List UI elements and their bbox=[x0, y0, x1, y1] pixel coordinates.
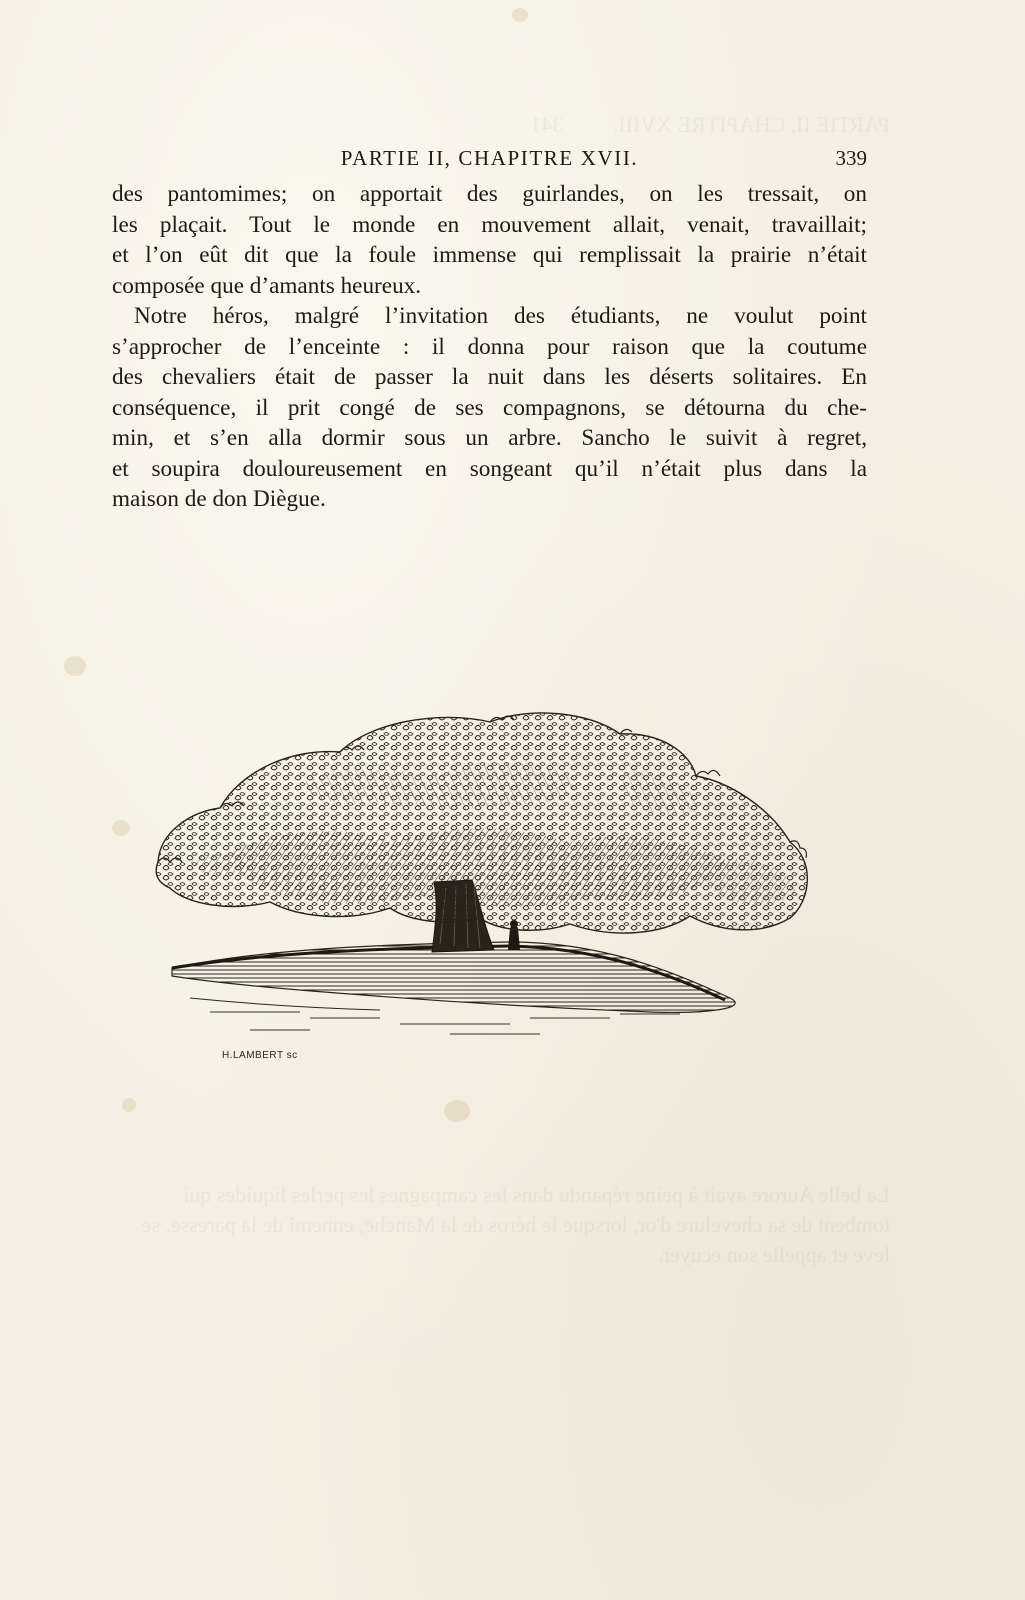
text-line: les plaçait. Tout le monde en mouvement allait, venait, travaillait; bbox=[112, 211, 867, 238]
tree-engraving bbox=[150, 712, 822, 1072]
foxing-spot bbox=[122, 1098, 136, 1112]
body-text bbox=[112, 179, 867, 515]
text-line: et l’on eût dit que la foule immense qui remplissait la prairie n’était bbox=[112, 242, 867, 268]
text-line: s’approcher de l’enceinte : il donna pour raison que la coutume bbox=[112, 333, 867, 360]
text-line: Notre héros, malgré l’invitation des étudiants, ne voulut point bbox=[134, 303, 867, 329]
text-line: et soupira douloureusement en songeant qu’il n’était plus dans la bbox=[112, 455, 867, 482]
show-through-text: PARTIE II, CHAPITRE XVIII. 341 bbox=[530, 112, 890, 137]
show-through-text: La belle Aurore avait à peine répandu dans les campagnes les perles liquides qui tombent de sa chevelure d'or, lorsque le héros de la Manche, ennemi de la paresse, se leve et appelle son ecuyer. bbox=[141, 1182, 890, 1267]
paragraph bbox=[112, 301, 867, 515]
engraver-signature: H.LAMBERT sc bbox=[222, 1050, 298, 1061]
text-line: maison de don Diègue. bbox=[112, 486, 326, 512]
text-line: conséquence, il prit congé de ses compagnons, se détourna du che- bbox=[112, 394, 867, 421]
foxing-spot bbox=[64, 656, 86, 676]
text-line: des pantomimes; on apportait des guirlandes, on les tressait, on bbox=[112, 181, 867, 207]
page-number: 339 bbox=[835, 146, 867, 170]
text-line: min, et s’en alla dormir sous un arbre. Sancho le suivit à regret, bbox=[112, 425, 867, 451]
page-header bbox=[112, 143, 867, 173]
foxing-spot bbox=[112, 820, 130, 836]
foxing-spot bbox=[512, 8, 528, 22]
foxing-spot bbox=[444, 1100, 470, 1122]
engraving-tree-icon bbox=[150, 712, 822, 1072]
text-line: composée que d’amants heureux. bbox=[112, 272, 422, 299]
paragraph bbox=[112, 179, 867, 301]
running-head: PARTIE II, CHAPITRE XVII. bbox=[340, 146, 639, 170]
text-line: des chevaliers était de passer la nuit dans les déserts solitaires. En bbox=[112, 364, 867, 390]
